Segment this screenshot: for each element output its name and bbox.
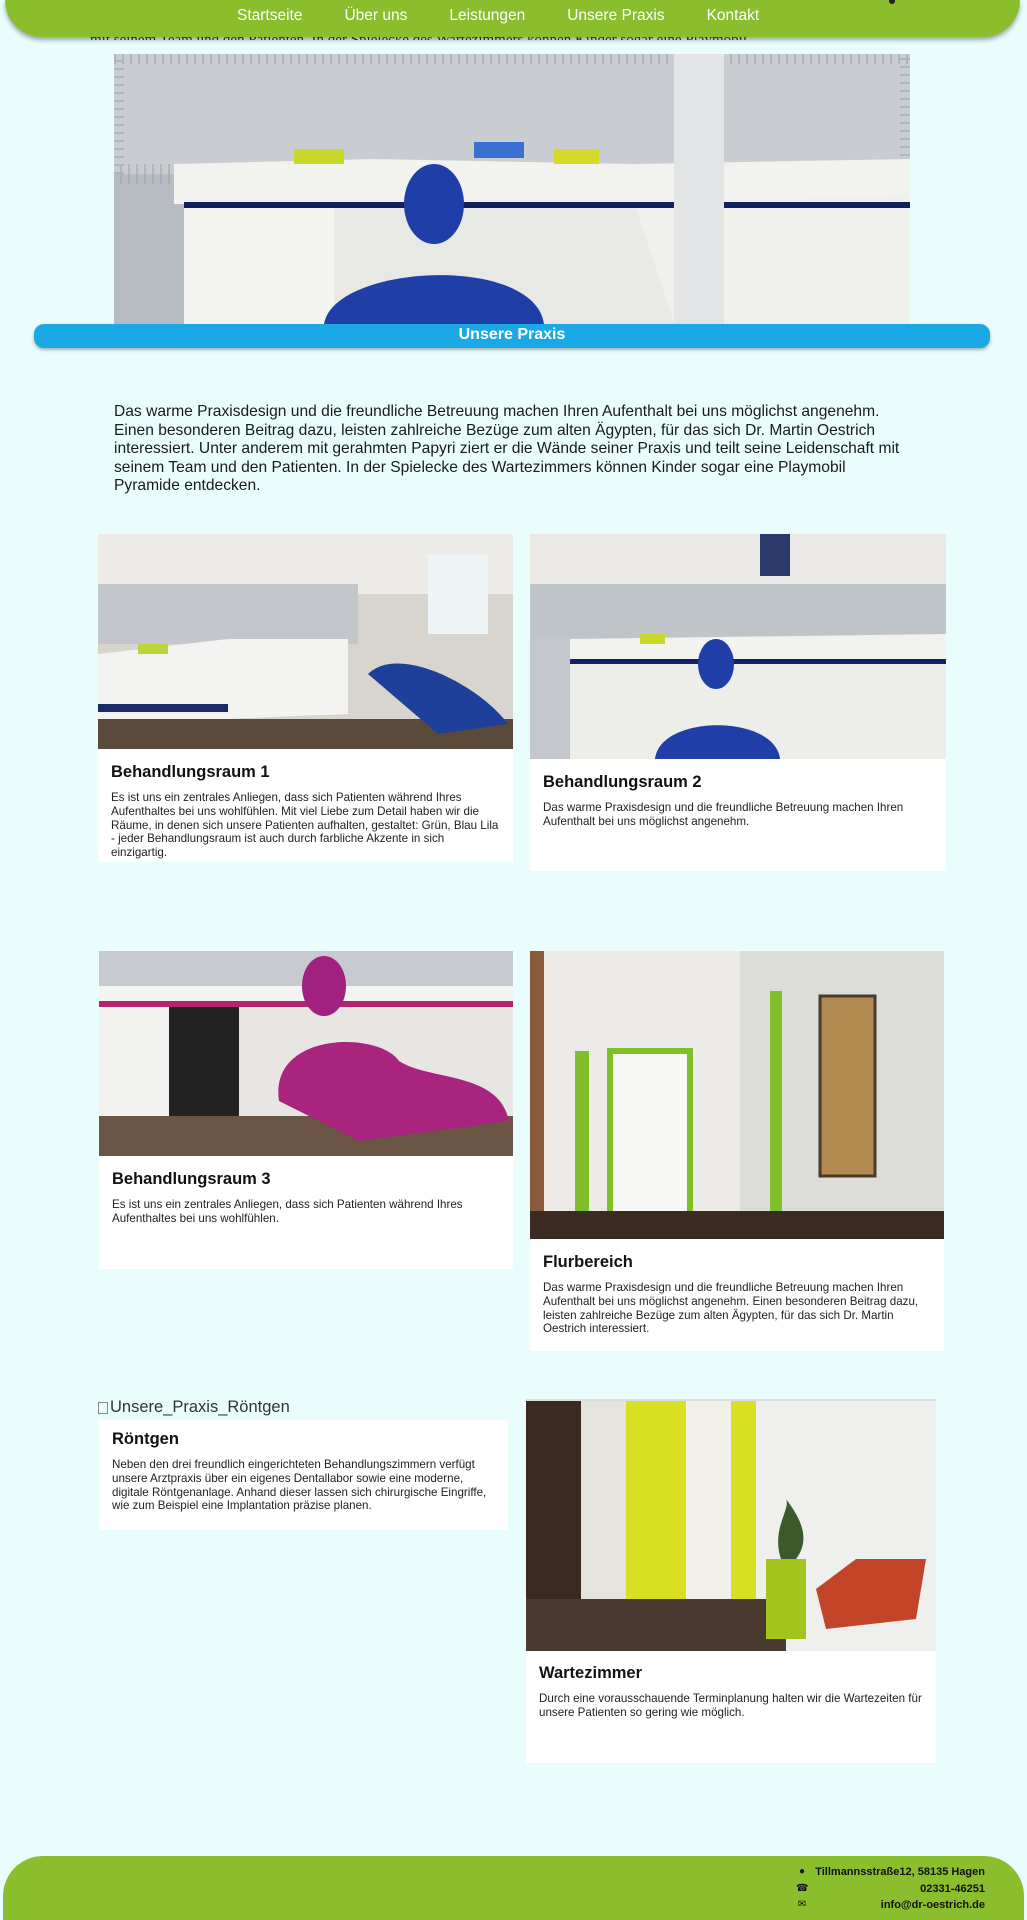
card-text: Neben den drei freundlich eingerichteten Behandlungszimmern verfügt unsere Arztpraxis über ein eigenes Dentallabor sowie eine moderne, digitale Röntgenanlage. Anhand dieser lassen sich chirurgische Eingriffe, wie zum Beispiel eine Implantation präzise planen.	[112, 1458, 487, 1513]
card-title: Flurbereich	[543, 1253, 633, 1271]
card-text: Durch eine vorausschauende Terminplanung halten wir die Wartezeiten für unsere Patienten so gering wie möglich.	[539, 1692, 922, 1719]
section-banner: Unsere Praxis	[34, 324, 990, 348]
envelope-icon: ✉	[797, 1899, 807, 1910]
nav-dot	[889, 0, 895, 4]
behandlungsraum-1-card	[98, 749, 513, 862]
card-text: Das warme Praxisdesign und die freundliche Betreuung machen Ihren Aufenthalt bei uns möglichst angenehm. Einen besonderen Beitrag dazu, leisten zahlreiche Bezüge zum alten Ägypten, für das sich Dr. Martin Oestrich interessiert.	[543, 1281, 919, 1336]
phone-icon: ☎	[796, 1883, 809, 1894]
behandlungsraum-2-photo	[530, 534, 946, 759]
footer-phone[interactable]: 02331-46251	[920, 1883, 985, 1895]
behandlungsraum-2-card	[530, 759, 946, 871]
map-pin-icon: ●	[798, 1866, 806, 1877]
wartezimmer-photo	[526, 1399, 936, 1651]
broken-image-alt-text: Unsere_Praxis_Röntgen	[110, 1398, 290, 1416]
card-title: Röntgen	[112, 1430, 179, 1448]
behandlungsraum-3-photo	[99, 951, 513, 1156]
behandlungsraum-1-photo	[98, 534, 513, 749]
card-text: Es ist uns ein zentrales Anliegen, dass sich Patienten während Ihres Aufenthaltes bei uns wohlfühlen. Mit viel Liebe zum Detail haben wir die Räume, in denen sich unsere Patienten aufhalten, gestaltet: Grün, Blau Lila - jeder Behandlungsraum ist auch durch farbliche Akzente in sich einzigartig.	[111, 791, 499, 860]
card-text: Es ist uns ein zentrales Anliegen, dass sich Patienten während Ihres Aufenthaltes bei uns wohlfühlen.	[112, 1198, 463, 1225]
footer-address: Tillmannsstraße12, 58135 Hagen	[815, 1866, 985, 1878]
nav-item-ueber-uns[interactable]: Über uns	[344, 7, 408, 24]
flurbereich-card	[530, 1239, 944, 1351]
nav-item-startseite[interactable]: Startseite	[237, 7, 303, 24]
card-title: Behandlungsraum 1	[111, 763, 270, 781]
card-title: Behandlungsraum 2	[543, 773, 702, 791]
nav-item-kontakt[interactable]: Kontakt	[706, 7, 760, 24]
footer-email[interactable]: info@dr-oestrich.de	[880, 1899, 985, 1911]
roentgen-card	[99, 1420, 508, 1530]
card-text: Das warme Praxisdesign und die freundliche Betreuung machen Ihren Aufenthalt bei uns möglichst angenehm.	[543, 801, 904, 828]
card-title: Wartezimmer	[539, 1664, 643, 1682]
footer	[3, 1856, 1024, 1920]
wartezimmer-card	[526, 1651, 936, 1763]
nav-item-leistungen[interactable]: Leistungen	[449, 7, 526, 24]
intro-paragraph: Das warme Praxisdesign und die freundliche Betreuung machen Ihren Aufenthalt bei uns möglichst angenehm. Einen besonderen Beitrag dazu, leisten zahlreiche Bezüge zum alten Ägypten, für das sich Dr. Martin Oestrich interessiert. Unter anderem mit gerahmten Papyri ziert er die Wände seiner Praxis und teilt seine Leidenschaft mit seinem Team und den Patienten. In der Spielecke des Wartezimmers können Kinder sogar eine Playmobil Pyramide entdecken.	[114, 403, 900, 494]
card-title: Behandlungsraum 3	[112, 1170, 271, 1188]
nav-item-unsere-praxis[interactable]: Unsere Praxis	[567, 7, 665, 24]
roentgen-broken-image	[98, 1398, 290, 1417]
broken-image-icon	[98, 1402, 108, 1414]
flurbereich-photo	[530, 951, 944, 1239]
top-navigation	[5, 0, 1020, 37]
hero-photo	[114, 54, 910, 324]
behandlungsraum-3-card	[99, 1156, 513, 1269]
